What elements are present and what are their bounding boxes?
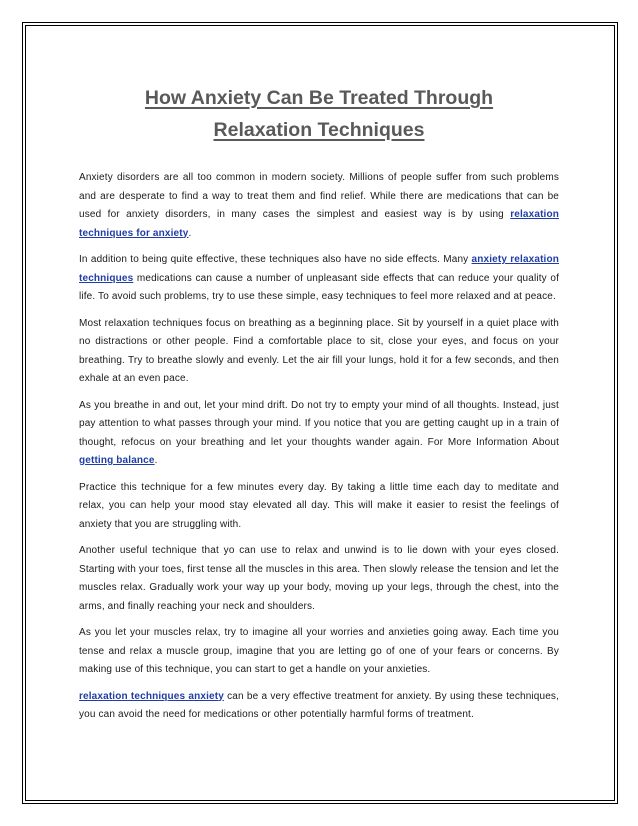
link-relaxation-techniques-anxiety[interactable]: relaxation techniques anxiety: [79, 690, 224, 702]
paragraph-6: Another useful technique that yo can use to relax and unwind is to lie down with your eyes closed. Starting with your toes, first tense all the muscles in this area. Then slowly release the tension and let the muscles relax. Gradually work your way up your body, moving up your legs, through the chest, into the arms, and finally reaching your neck and shoulders.: [79, 545, 559, 612]
paragraph-3: Most relaxation techniques focus on breathing as a beginning place. Sit by yourself in a quiet place with no distractions or other people. Find a comfortable place to sit, close your eyes, and focus on your breathing. Try to breathe slowly and evenly. Let the air fill your lungs, hold it for a few seconds, and then exhale at an even pace.: [79, 317, 559, 384]
paragraph-1-end: .: [188, 227, 192, 239]
title-line-1: How Anxiety Can Be Treated Through: [144, 87, 494, 109]
paragraph-8-end: can be a very effective treatment for anxiety. By using these techniques, you can avoid the need for medications or other potentially harmful forms of treatment.: [79, 690, 559, 720]
paragraph-4-start: As you breathe in and out, let your mind drift. Do not try to empty your mind of all thoughts. Instead, just pay attention to what passes through your mind. If you notice that you are getting caught up in a train of thought, refocus on your breathing and let your thoughts wander again. For More Information About: [79, 399, 559, 448]
page-title: [79, 82, 559, 146]
paragraph-1: [79, 169, 559, 243]
link-anxiety-relaxation-techniques[interactable]: anxiety relaxation techniques: [79, 254, 560, 284]
paragraph-4-end: .: [154, 455, 158, 466]
paragraph-5: Practice this technique for a few minutes every day. By taking a little time each day to meditate and relax, you can help your mood stay elevated all day. This will make it easier to resist the feelings of anxiety that you are struggling with.: [79, 481, 559, 530]
paragraph-8: [79, 688, 559, 725]
paragraph-2-end: medications can cause a number of unpleasant side effects that can reduce your quality of life. To avoid such problems, try to use these simple, easy techniques to feel more relaxed and at peace.: [79, 272, 559, 302]
paragraph-1-text: Anxiety disorders are all too common in modern society. Millions of people suffer from such problems and are desperate to find a way to treat them and find relief. While there are medications that can be used for anxiety disorders, in many cases the simplest and easiest way is by using: [79, 172, 559, 220]
link-relaxation-techniques-for-anxiety[interactable]: relaxation techniques for anxiety: [79, 209, 559, 239]
link-getting-balance[interactable]: getting balance: [79, 455, 155, 466]
paragraph-7: As you let your muscles relax, try to imagine all your worries and anxieties going away. Each time you tense and relax a muscle group, imagine that you are letting go of one of your fears or concerns. By making use of this technique, you can start to get a handle on your anxieties.: [79, 627, 559, 675]
document-body: [79, 82, 559, 733]
paragraph-2: [79, 251, 559, 307]
title-line-2: Relaxation Techniques: [213, 119, 425, 141]
paragraph-4: [79, 397, 559, 471]
paragraph-2-start: In addition to being quite effective, these techniques also have no side effects. Many: [79, 254, 472, 265]
